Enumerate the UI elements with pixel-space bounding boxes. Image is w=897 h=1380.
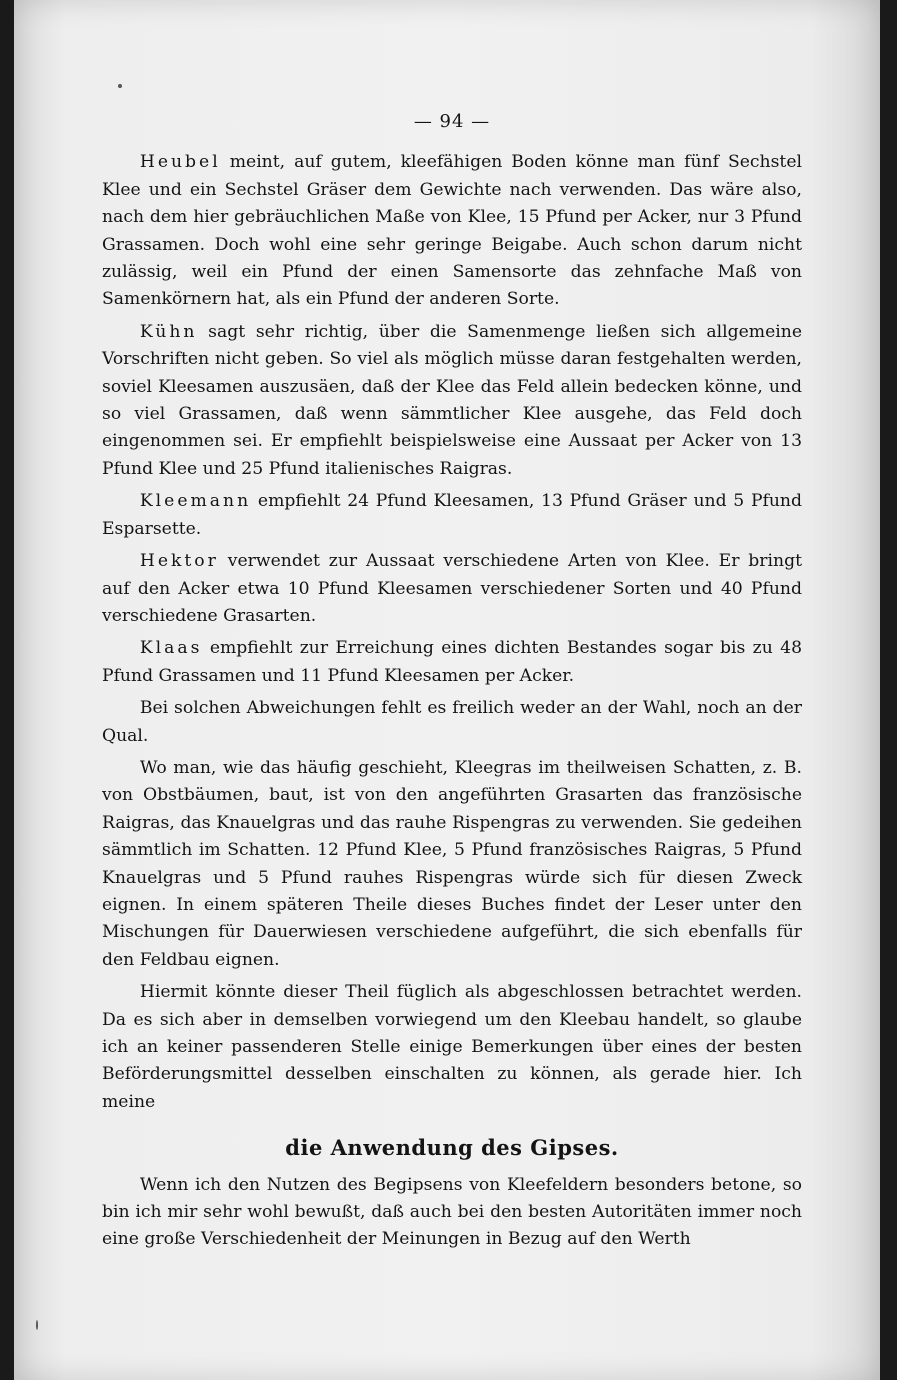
author-name: Hektor <box>139 551 219 572</box>
paragraph-hiermit <box>102 979 802 1116</box>
paragraph-text: empfiehlt zur Erreichung eines dichten Bestandes sogar bis zu 48 Pfund Grassamen und 11 Pfund Kleesamen per Acker. <box>102 638 802 686</box>
paragraph-text: Hiermit könnte dieser Theil füglich als abgeschlossen betrachtet werden. Da es sich aber in demselben vorwiegend um den Kleebau handelt, so glaube ich an keiner passenderen Stelle einige Bemerkungen über eines der besten Beförderungsmittel desselben einschalten zu können, als gerade hier. Ich meine <box>102 982 802 1112</box>
paragraph-abweichungen <box>102 695 802 750</box>
text-block <box>102 108 802 1259</box>
author-name: Klaas <box>139 638 203 659</box>
author-name: Kühn <box>139 321 198 342</box>
paragraph-text: empfiehlt 24 Pfund Kleesamen, 13 Pfund Gräser und 5 Pfund Esparsette. <box>102 491 803 539</box>
paragraph-text: Wenn ich den Nutzen des Begipsens von Kleefeldern besonders betone, so bin ich mir sehr wohl bewußt, daß auch bei den besten Autoritäten immer noch eine große Verschiedenheit der Meinungen in Bezug auf den Werth <box>102 1174 802 1250</box>
paragraph-schatten <box>102 755 802 974</box>
author-name: Heubel <box>139 152 221 173</box>
paragraph-text: Wo man, wie das häufig geschieht, Kleegras im theilweisen Schatten, z. B. von Obstbäumen, baut, ist von den angeführten Grasarten das französische Raigras, das Knauelgras und das rauhe Rispengras zu verwenden. Sie gedeihen sämmtlich im Schatten. 12 Pfund Klee, 5 Pfund französisches Raigras, 5 Pfund Knauelgras und 5 Pfund rauhes Rispengras würde sich für diesen Zweck eignen. In einem späteren Theile dieses Buches findet der Leser unter den Mischungen für Dauerwiesen verschiedene aufgeführt, die sich ebenfalls für den Feldbau eignen. <box>102 757 802 970</box>
paragraph-text: verwendet zur Aussaat verschiedene Arten von Klee. Er bringt auf den Acker etwa 10 Pfund Kleesamen verschiedener Sorten und 40 Pfund verschiedene Grasarten. <box>102 551 803 626</box>
paragraph-gips <box>102 1172 802 1254</box>
author-name: Kleemann <box>139 491 252 512</box>
paragraph-kleemann <box>102 488 802 543</box>
paragraph-text: meint, auf gutem, kleefähigen Boden könne man fünf Sechstel Klee und ein Sechstel Gräser dem Gewichte nach verwenden. Das wäre also, nach dem hier gebräuchlichen Maße von Klee, 15 Pfund per Acker, nur 3 Pfund Grassamen. Doch wohl eine sehr geringe Beigabe. Auch schon darum nicht zulässig, weil ein Pfund der einen Samensorte das zehnfache Maß von Samenkörnern hat, als ein Pfund der anderen Sorte. <box>102 152 803 310</box>
ink-speck <box>118 84 122 88</box>
book-page <box>14 0 880 1380</box>
paragraph-kuehn <box>102 319 802 483</box>
section-heading: die Anwendung des Gipses. <box>285 1135 619 1161</box>
page-number: — 94 — <box>413 111 491 132</box>
ink-speck <box>36 1320 38 1330</box>
paragraph-text: sagt sehr richtig, über die Samenmenge ließen sich allgemeine Vorschriften nicht geben. So viel als möglich müsse daran festgehalten werden, soviel Kleesamen auszusäen, daß der Klee das Feld allein bedecken könne, und so viel Grassamen, daß wenn sämmtlicher Klee ausgehe, das Feld doch eingenommen sei. Er empfiehlt beispielsweise eine Aussaat per Acker von 13 Pfund Klee und 25 Pfund italienisches Raigras. <box>102 321 802 479</box>
paragraph-klaas <box>102 635 802 690</box>
paragraph-hektor <box>102 548 802 630</box>
paragraph-heubel <box>102 149 802 313</box>
paragraph-text: Bei solchen Abweichungen fehlt es freilich weder an der Wahl, noch an der Qual. <box>102 698 802 746</box>
